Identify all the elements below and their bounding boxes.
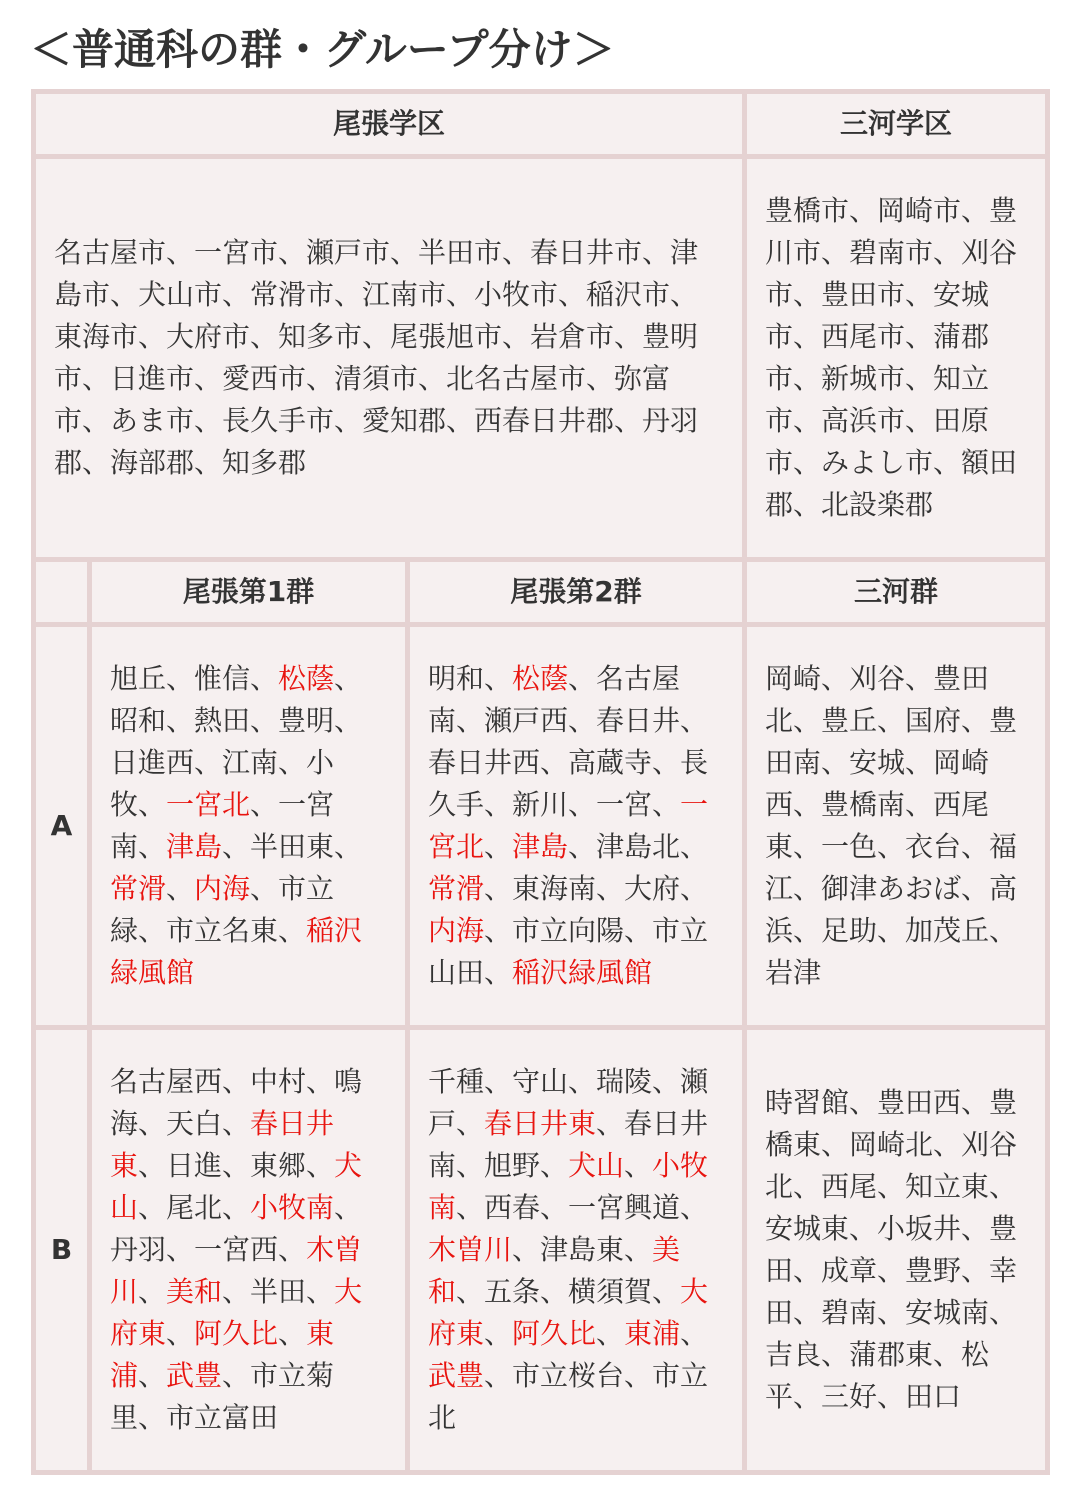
school-list-text: 、西春、一宮興道、 [456, 1191, 709, 1224]
dual-group-school: 木曽川 [428, 1233, 513, 1266]
dual-group-school: 常滑 [110, 872, 167, 905]
dual-group-school: 武豊 [166, 1359, 223, 1392]
dual-group-school: 稲沢緑風館 [110, 914, 363, 989]
school-list-text: 、 [484, 830, 513, 863]
page-title: ＜普通科の群・グループ分け＞ [30, 25, 615, 74]
school-list-text: 、昭和、熱田、豊明、日進西、江南、小牧、 [110, 662, 363, 821]
dual-group-school: 一宮北 [428, 788, 709, 863]
owari2-group-header: 尾張第2群 [410, 562, 742, 622]
school-list-text: 旭丘、惟信、 [110, 662, 279, 695]
school-list-text: 、 [596, 1317, 625, 1350]
dual-group-school: 内海 [428, 914, 485, 947]
dual-group-school: 大府東 [110, 1275, 363, 1350]
school-list-text: 、 [624, 1149, 653, 1182]
school-list-text: 、半田、 [222, 1275, 335, 1308]
mikawa-district-header: 三河学区 [747, 94, 1045, 154]
school-list-text: 、津島北、 [568, 830, 709, 863]
school-list-text: 、 [166, 872, 195, 905]
mikawa-group-header: 三河群 [747, 562, 1045, 622]
dual-group-school: 春日井東 [484, 1107, 597, 1140]
dual-group-school: 美和 [166, 1275, 223, 1308]
district-header-row [36, 94, 1045, 154]
row-a [36, 627, 1045, 1025]
dual-group-school: 阿久比 [512, 1317, 597, 1350]
dual-group-school: 春日井東 [110, 1107, 335, 1182]
school-list-text: 、 [278, 1317, 307, 1350]
row-a-mikawa [747, 627, 1045, 1025]
owari-cities: 名古屋市、一宮市、瀬戸市、半田市、春日井市、津島市、犬山市、常滑市、江南市、小牧市、稲沢市、東海市、大府市、知多市、尾張旭市、岩倉市、豊明市、日進市、愛西市、清須市、北名古屋市、弥富市、あま市、長久手市、愛知郡、西春日井郡、丹羽郡、海部郡、知多郡 [36, 159, 742, 557]
dual-group-school: 阿久比 [194, 1317, 279, 1350]
school-list-text: 、五条、横須賀、 [456, 1275, 681, 1308]
dual-group-school: 美和 [428, 1233, 681, 1308]
school-list-text: 、市立桜台、市立北 [428, 1359, 709, 1434]
school-list-text: 、日進、東郷、 [138, 1149, 335, 1182]
dual-group-school: 小牧南 [428, 1149, 709, 1224]
dual-group-school: 大府東 [428, 1275, 709, 1350]
school-list-text: 、 [138, 1275, 167, 1308]
school-list-text: 、尾北、 [138, 1191, 251, 1224]
school-list-text: 岡崎、刈谷、豊田北、豊丘、国府、豊田南、安城、岡崎西、豊橋南、西尾東、一色、衣台、福江、御津あおば、高浜、足助、加茂丘、岩津 [765, 662, 1018, 989]
dual-group-school: 内海 [194, 872, 251, 905]
school-list-text: 、市立向陽、市立山田、 [428, 914, 709, 989]
district-cities-row [36, 159, 1045, 557]
school-list-text: 、 [484, 1317, 513, 1350]
school-list-text: 、一宮南、 [110, 788, 335, 863]
owari-district-header: 尾張学区 [36, 94, 742, 154]
owari1-group-header: 尾張第1群 [92, 562, 405, 622]
row-a-owari1 [92, 627, 405, 1025]
school-list-text: 、 [166, 1317, 195, 1350]
dual-group-school: 小牧南 [250, 1191, 335, 1224]
dual-group-school: 東浦 [110, 1317, 335, 1392]
row-b-mikawa [747, 1030, 1045, 1470]
dual-group-school: 松蔭 [278, 662, 335, 695]
dual-group-school: 一宮北 [166, 788, 251, 821]
school-list-text: 明和、 [428, 662, 513, 695]
row-b-owari2 [410, 1030, 742, 1470]
school-list-text: 、市立菊里、市立富田 [110, 1359, 335, 1434]
row-a-letter: A [36, 627, 87, 1025]
dual-group-school: 東浦 [624, 1317, 681, 1350]
row-b-letter: B [36, 1030, 87, 1470]
school-list-text: 、津島東、 [512, 1233, 653, 1266]
mikawa-cities: 豊橋市、岡崎市、豊川市、碧南市、刈谷市、豊田市、安城市、西尾市、蒲郡市、新城市、知立市、高浜市、田原市、みよし市、額田郡、北設楽郡 [747, 159, 1045, 557]
dual-group-school: 武豊 [428, 1359, 485, 1392]
group-header-row [36, 562, 1045, 622]
dual-group-school: 松蔭 [512, 662, 569, 695]
dual-group-school: 津島 [512, 830, 569, 863]
school-list-text: 時習館、豊田西、豊橋東、岡崎北、刈谷北、西尾、知立東、安城東、小坂井、豊田、成章、豊野、幸田、碧南、安城南、吉良、蒲郡東、松平、三好、田口 [765, 1086, 1018, 1413]
school-list-text: 、 [680, 1317, 709, 1350]
group-table [31, 89, 1050, 1475]
dual-group-school: 津島 [166, 830, 223, 863]
dual-group-school: 常滑 [428, 872, 485, 905]
school-list-text: 名古屋西、中村、鳴海、天白、 [110, 1065, 363, 1140]
school-list-text: 、名古屋南、瀬戸西、春日井、春日井西、高蔵寺、長久手、新川、一宮、 [428, 662, 709, 821]
school-list-text: 、丹羽、一宮西、 [110, 1191, 363, 1266]
dual-group-school: 犬山 [568, 1149, 625, 1182]
dual-group-school: 犬山 [110, 1149, 363, 1224]
school-list-text: 千種、守山、瑞陵、瀬戸、 [428, 1065, 709, 1140]
row-b [36, 1030, 1045, 1470]
group-header-blank [36, 562, 87, 622]
school-list-text: 、東海南、大府、 [484, 872, 709, 905]
dual-group-school: 木曽川 [110, 1233, 363, 1308]
row-b-owari1 [92, 1030, 405, 1470]
school-list-text: 、春日井南、旭野、 [428, 1107, 709, 1182]
row-a-owari2 [410, 627, 742, 1025]
school-list-text: 、 [138, 1359, 167, 1392]
dual-group-school: 稲沢緑風館 [512, 956, 653, 989]
school-list-text: 、市立緑、市立名東、 [110, 872, 335, 947]
school-list-text: 、半田東、 [222, 830, 363, 863]
